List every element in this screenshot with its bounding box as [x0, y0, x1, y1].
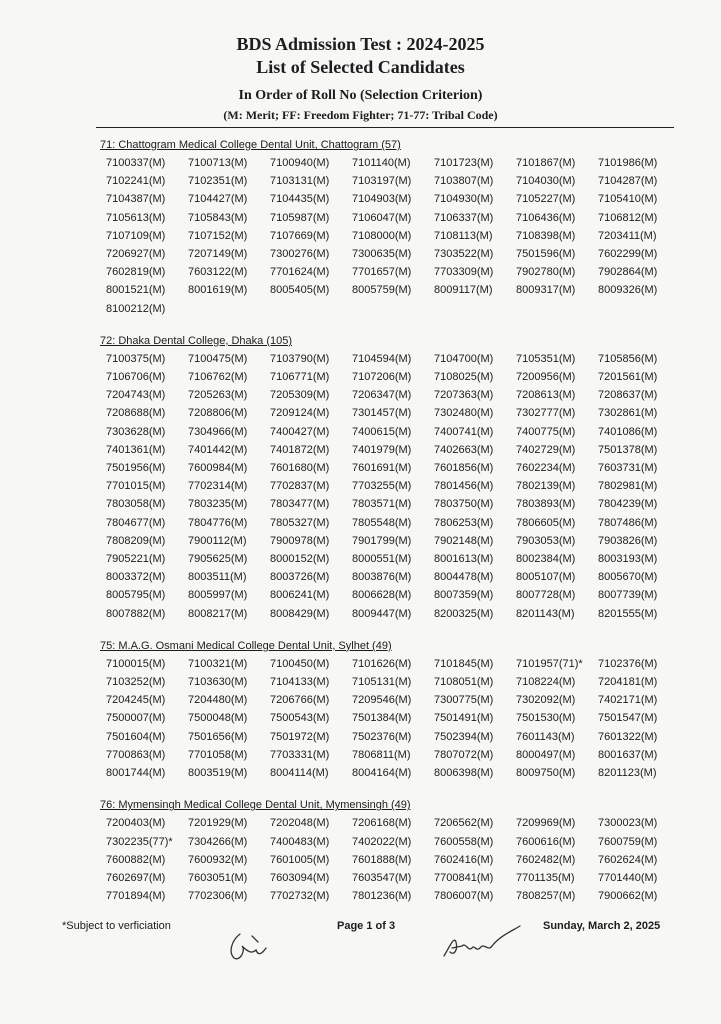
- roll-number: 7700841(M): [434, 871, 494, 884]
- roll-number: 7808209(M): [106, 534, 166, 547]
- roll-number: 7400741(M): [434, 425, 494, 438]
- roll-number: 7602234(M): [516, 462, 576, 475]
- roll-number: 7105987(M): [270, 211, 330, 224]
- roll-number: 8005759(M): [352, 284, 412, 297]
- roll-number: 7104594(M): [352, 352, 412, 365]
- roll-number: 8001619(M): [188, 284, 248, 297]
- college-section: [100, 639, 680, 782]
- roll-number: 7803477(M): [270, 498, 330, 511]
- roll-number: 7501378(M): [598, 443, 658, 456]
- roll-number: 7702732(M): [270, 890, 330, 903]
- roll-number: 7702306(M): [188, 890, 248, 903]
- roll-number: 8001637(M): [598, 748, 658, 761]
- roll-number: 8000497(M): [516, 748, 576, 761]
- roll-number: 7302777(M): [516, 407, 576, 420]
- roll-number: 7802981(M): [598, 480, 658, 493]
- roll-number: 8004114(M): [270, 767, 329, 780]
- roll-number: 7702837(M): [270, 480, 330, 493]
- code-legend: (M: Merit; FF: Freedom Fighter; 71-77: Tribal Code): [223, 108, 498, 122]
- roll-number: 8201555(M): [598, 607, 658, 620]
- roll-number: 7208613(M): [516, 389, 576, 402]
- page-number: Page 1 of 3: [337, 920, 396, 932]
- roll-number: 8004164(M): [352, 767, 412, 780]
- roll-number: 7101626(M): [352, 657, 412, 670]
- roll-number: 7601143(M): [516, 730, 575, 743]
- roll-number: 7204181(M): [598, 676, 658, 689]
- roll-number: 8009326(M): [598, 284, 658, 297]
- roll-number: 7106047(M): [352, 211, 412, 224]
- roll-number: 7103630(M): [188, 676, 248, 689]
- order-note: In Order of Roll No (Selection Criterion): [238, 88, 483, 103]
- roll-number: 7100713(M): [188, 157, 248, 169]
- roll-number: 7701058(M): [188, 748, 248, 761]
- roll-number: 7108051(M): [434, 676, 494, 689]
- roll-number: 7402729(M): [516, 443, 576, 456]
- roll-number: 7703255(M): [352, 480, 412, 493]
- roll-number: 7401872(M): [270, 443, 330, 456]
- roll-number: 8009317(M): [516, 284, 576, 297]
- roll-number: 8008429(M): [270, 607, 330, 620]
- roll-number: 7300276(M): [270, 248, 330, 261]
- roll-number: 7804776(M): [188, 516, 248, 529]
- roll-number: 7701440(M): [598, 871, 658, 884]
- roll-number: 7600882(M): [106, 853, 166, 866]
- roll-number: 7101845(M): [434, 657, 494, 670]
- roll-number: 7200403(M): [106, 817, 166, 830]
- roll-number: 7103807(M): [434, 175, 494, 188]
- roll-number: 7601691(M): [352, 462, 412, 475]
- roll-number: 7602624(M): [598, 853, 658, 866]
- roll-number: 8009750(M): [516, 767, 576, 780]
- college-section: [100, 334, 680, 623]
- roll-grid: [100, 814, 680, 905]
- roll-number: 7206927(M): [106, 248, 166, 261]
- roll-number: 8003372(M): [106, 571, 166, 584]
- roll-number: 7101986(M): [598, 157, 658, 169]
- roll-number: 7806605(M): [516, 516, 576, 529]
- roll-number: 7900978(M): [270, 534, 330, 547]
- roll-number: 7108000(M): [352, 229, 412, 242]
- roll-number: 7100475(M): [188, 352, 248, 365]
- roll-number: 8009117(M): [434, 284, 493, 297]
- roll-number: 8007728(M): [516, 589, 576, 602]
- roll-number: 7600558(M): [434, 835, 494, 848]
- roll-number: 8001744(M): [106, 767, 166, 780]
- roll-number: 7501491(M): [434, 712, 494, 725]
- roll-number: 7201561(M): [598, 371, 658, 384]
- header-divider: [96, 127, 674, 128]
- roll-number: 8001613(M): [434, 553, 494, 566]
- roll-number: 7601322(M): [598, 730, 658, 743]
- roll-number: 7104903(M): [352, 193, 412, 206]
- roll-number: 7501656(M): [188, 730, 248, 743]
- roll-number: 8007739(M): [598, 589, 658, 602]
- college-heading: 72: Dhaka Dental College, Dhaka (105): [100, 334, 293, 347]
- roll-number: 7803750(M): [434, 498, 494, 511]
- roll-number: 7400427(M): [270, 425, 330, 438]
- roll-number: 7302092(M): [516, 694, 576, 707]
- roll-number: 7104387(M): [106, 193, 166, 206]
- roll-number: 7107206(M): [352, 371, 412, 384]
- document-title: BDS Admission Test : 2024-2025: [236, 34, 485, 54]
- roll-number: 7105351(M): [516, 352, 576, 365]
- roll-number: 7805548(M): [352, 516, 412, 529]
- roll-grid: [100, 655, 680, 782]
- roll-number: 7106436(M): [516, 211, 576, 224]
- roll-number: 8201143(M): [516, 607, 575, 620]
- roll-number: 7101723(M): [434, 157, 494, 169]
- roll-number: 7302235(77)*: [106, 835, 173, 848]
- roll-number: 7105227(M): [516, 193, 576, 206]
- roll-number: 7103197(M): [352, 175, 412, 188]
- roll-number: 7702314(M): [188, 480, 248, 493]
- roll-number: 7303628(M): [106, 425, 166, 438]
- roll-number: 8005997(M): [188, 589, 248, 602]
- roll-number: 7108113(M): [434, 229, 493, 242]
- roll-number: 7209546(M): [352, 694, 412, 707]
- roll-number: 8003511(M): [188, 571, 247, 584]
- roll-number: 7803235(M): [188, 498, 248, 511]
- roll-number: 7104030(M): [516, 175, 576, 188]
- roll-number: 7108398(M): [516, 229, 576, 242]
- roll-number: 7803893(M): [516, 498, 576, 511]
- signature-left: [222, 928, 270, 968]
- roll-number: 7803571(M): [352, 498, 412, 511]
- roll-number: 8005405(M): [270, 284, 330, 297]
- roll-number: 7806007(M): [434, 890, 494, 903]
- roll-number: 7208806(M): [188, 407, 248, 420]
- roll-number: 7207363(M): [434, 389, 494, 402]
- roll-number: 7501530(M): [516, 712, 576, 725]
- roll-number: 7701894(M): [106, 890, 166, 903]
- roll-number: 7105856(M): [598, 352, 658, 365]
- document-header: [0, 32, 721, 123]
- roll-number: 7100015(M): [106, 657, 166, 670]
- roll-number: 7701135(M): [516, 871, 575, 884]
- roll-number: 7502376(M): [352, 730, 412, 743]
- roll-number: 7601888(M): [352, 853, 412, 866]
- roll-number: 8006398(M): [434, 767, 494, 780]
- signature-right: [440, 922, 524, 964]
- roll-number: 7104427(M): [188, 193, 248, 206]
- roll-number: 7208688(M): [106, 407, 166, 420]
- roll-number: 7105843(M): [188, 211, 248, 224]
- roll-number: 7902780(M): [516, 266, 576, 279]
- roll-grid: [100, 154, 680, 318]
- roll-number: 7601005(M): [270, 853, 330, 866]
- roll-number: 7108025(M): [434, 371, 494, 384]
- roll-number: 7204743(M): [106, 389, 166, 402]
- roll-number: 7303522(M): [434, 248, 494, 261]
- roll-number: 7103252(M): [106, 676, 166, 689]
- roll-number: 8005670(M): [598, 571, 658, 584]
- roll-number: 8001521(M): [106, 284, 166, 297]
- roll-number: 7603122(M): [188, 266, 248, 279]
- roll-number: 7401361(M): [106, 443, 166, 456]
- roll-number: 7501956(M): [106, 462, 166, 475]
- roll-number: 7106812(M): [598, 211, 658, 224]
- roll-number: 7701015(M): [106, 480, 166, 493]
- college-heading: 71: Chattogram Medical College Dental Unit, Chattogram (57): [100, 139, 401, 151]
- roll-number: 7701624(M): [270, 266, 330, 279]
- roll-number: 7102351(M): [188, 175, 248, 188]
- roll-number: 7400615(M): [352, 425, 412, 438]
- roll-number: 8201123(M): [598, 767, 657, 780]
- roll-number: 7300775(M): [434, 694, 494, 707]
- roll-number: 7602416(M): [434, 853, 494, 866]
- roll-number: 7302480(M): [434, 407, 494, 420]
- roll-number: 7703331(M): [270, 748, 330, 761]
- roll-number: 7200956(M): [516, 371, 576, 384]
- roll-number: 7103790(M): [270, 352, 330, 365]
- roll-number: 7103131(M): [270, 175, 330, 188]
- candidate-list: [100, 138, 680, 921]
- roll-number: 7600759(M): [598, 835, 658, 848]
- roll-number: 7601680(M): [270, 462, 330, 475]
- roll-number: 8007359(M): [434, 589, 494, 602]
- roll-number: 7806811(M): [352, 748, 411, 761]
- roll-number: 7107152(M): [188, 229, 248, 242]
- roll-number: 7101957(71)*: [516, 657, 583, 670]
- roll-number: 7603547(M): [352, 871, 412, 884]
- roll-number: 7304266(M): [188, 835, 248, 848]
- roll-number: 8006241(M): [270, 589, 330, 602]
- roll-number: 7102376(M): [598, 657, 658, 670]
- roll-number: 7102241(M): [106, 175, 166, 188]
- roll-number: 7402171(M): [598, 694, 658, 707]
- roll-number: 7100321(M): [188, 657, 248, 670]
- college-section: [100, 138, 680, 318]
- roll-number: 7902148(M): [434, 534, 494, 547]
- roll-number: 7500048(M): [188, 712, 248, 725]
- roll-number: 7202048(M): [270, 817, 330, 830]
- roll-number: 8006628(M): [352, 589, 412, 602]
- roll-number: 7207149(M): [188, 248, 248, 261]
- roll-number: 7208637(M): [598, 389, 658, 402]
- roll-number: 7502394(M): [434, 730, 494, 743]
- roll-number: 7205263(M): [188, 389, 248, 402]
- roll-number: 7901799(M): [352, 534, 412, 547]
- roll-number: 7300635(M): [352, 248, 412, 261]
- roll-number: 8003519(M): [188, 767, 248, 780]
- roll-number: 7101867(M): [516, 157, 576, 169]
- roll-number: 7501604(M): [106, 730, 166, 743]
- roll-number: 7501596(M): [516, 248, 576, 261]
- roll-number: 8200325(M): [434, 607, 494, 620]
- roll-number: 8000152(M): [270, 553, 330, 566]
- roll-number: 7106762(M): [188, 371, 248, 384]
- roll-number: 7808257(M): [516, 890, 576, 903]
- document-date: Sunday, March 2, 2025: [543, 920, 661, 932]
- roll-number: 7600932(M): [188, 853, 248, 866]
- roll-number: 7801456(M): [434, 480, 494, 493]
- roll-number: 7108224(M): [516, 676, 576, 689]
- roll-number: 7903053(M): [516, 534, 576, 547]
- roll-number: 7206766(M): [270, 694, 330, 707]
- roll-number: 8008217(M): [188, 607, 248, 620]
- roll-number: 7106337(M): [434, 211, 494, 224]
- roll-number: 7501547(M): [598, 712, 658, 725]
- roll-number: 7902864(M): [598, 266, 658, 279]
- document-subtitle: List of Selected Candidates: [256, 57, 465, 77]
- roll-number: 7602697(M): [106, 871, 166, 884]
- roll-number: 7905625(M): [188, 553, 248, 566]
- roll-number: 8004478(M): [434, 571, 494, 584]
- roll-number: 7900662(M): [598, 890, 658, 903]
- roll-number: 7204480(M): [188, 694, 248, 707]
- roll-number: 7400483(M): [270, 835, 330, 848]
- roll-number: 7104435(M): [270, 193, 330, 206]
- roll-number: 7600616(M): [516, 835, 576, 848]
- roll-number: 7804677(M): [106, 516, 166, 529]
- roll-number: 7900112(M): [188, 534, 247, 547]
- roll-number: 7603094(M): [270, 871, 330, 884]
- roll-number: 7204245(M): [106, 694, 166, 707]
- roll-number: 7105613(M): [106, 211, 166, 224]
- roll-number: 7803058(M): [106, 498, 166, 511]
- roll-number: 7601856(M): [434, 462, 494, 475]
- roll-number: 7402022(M): [352, 835, 412, 848]
- roll-number: 7500007(M): [106, 712, 166, 725]
- roll-number: 7105410(M): [598, 193, 658, 206]
- roll-number: 7104930(M): [434, 193, 494, 206]
- roll-number: 7104700(M): [434, 352, 494, 365]
- roll-number: 7603051(M): [188, 871, 248, 884]
- roll-number: 8007882(M): [106, 607, 166, 620]
- roll-number: 7100450(M): [270, 657, 330, 670]
- roll-number: 7501384(M): [352, 712, 412, 725]
- roll-number: 7401086(M): [598, 425, 658, 438]
- roll-number: 7801236(M): [352, 890, 412, 903]
- college-heading: 76: Mymensingh Medical College Dental Unit, Mymensingh (49): [100, 799, 411, 812]
- roll-number: 7602819(M): [106, 266, 166, 279]
- roll-number: 8003726(M): [270, 571, 330, 584]
- roll-number: 7106706(M): [106, 371, 166, 384]
- roll-number: 7302861(M): [598, 407, 658, 420]
- roll-number: 8002384(M): [516, 553, 576, 566]
- roll-number: 7600984(M): [188, 462, 248, 475]
- roll-number: 7602299(M): [598, 248, 658, 261]
- roll-number: 7401979(M): [352, 443, 412, 456]
- roll-number: 7106771(M): [270, 371, 330, 384]
- roll-number: 7209969(M): [516, 817, 576, 830]
- roll-number: 7500543(M): [270, 712, 330, 725]
- roll-number: 7905221(M): [106, 553, 166, 566]
- roll-number: 8100212(M): [106, 302, 166, 315]
- roll-number: 8009447(M): [352, 607, 412, 620]
- roll-number: 8005795(M): [106, 589, 166, 602]
- roll-number: 7205309(M): [270, 389, 330, 402]
- college-heading: 75: M.A.G. Osmani Medical College Dental Unit, Sylhet (49): [100, 639, 392, 652]
- roll-number: 8005107(M): [516, 571, 576, 584]
- roll-number: 7301457(M): [352, 407, 412, 420]
- roll-number: 7101140(M): [352, 157, 411, 169]
- roll-number: 7807486(M): [598, 516, 658, 529]
- roll-number: 7300023(M): [598, 817, 658, 830]
- roll-number: 7104133(M): [270, 676, 330, 689]
- roll-number: 7804239(M): [598, 498, 658, 511]
- roll-number: 7603731(M): [598, 462, 658, 475]
- roll-number: 7100375(M): [106, 352, 166, 365]
- roll-number: 7107669(M): [270, 229, 330, 242]
- roll-number: 7201929(M): [188, 817, 248, 830]
- roll-number: 7105131(M): [352, 676, 412, 689]
- roll-number: 7107109(M): [106, 229, 166, 242]
- roll-number: 7602482(M): [516, 853, 576, 866]
- roll-number: 7402663(M): [434, 443, 494, 456]
- roll-number: 8000551(M): [352, 553, 412, 566]
- roll-number: 7700863(M): [106, 748, 166, 761]
- roll-number: 7206347(M): [352, 389, 412, 402]
- roll-number: 7802139(M): [516, 480, 576, 493]
- roll-number: 7100337(M): [106, 157, 166, 169]
- roll-grid: [100, 350, 680, 623]
- roll-number: 8003193(M): [598, 553, 658, 566]
- college-section: [100, 798, 680, 905]
- roll-number: 7104287(M): [598, 175, 658, 188]
- roll-number: 7501972(M): [270, 730, 330, 743]
- roll-number: 7701657(M): [352, 266, 412, 279]
- roll-number: 7806253(M): [434, 516, 494, 529]
- roll-number: 7206562(M): [434, 817, 494, 830]
- roll-number: 7100940(M): [270, 157, 330, 169]
- roll-number: 7203411(M): [598, 229, 657, 242]
- roll-number: 7703309(M): [434, 266, 494, 279]
- roll-number: 7805327(M): [270, 516, 330, 529]
- roll-number: 7401442(M): [188, 443, 248, 456]
- roll-number: 7209124(M): [270, 407, 330, 420]
- roll-number: 7304966(M): [188, 425, 248, 438]
- roll-number: 7807072(M): [434, 748, 494, 761]
- roll-number: 7400775(M): [516, 425, 576, 438]
- verification-note: *Subject to verficiation: [62, 920, 171, 932]
- roll-number: 7903826(M): [598, 534, 658, 547]
- roll-number: 8003876(M): [352, 571, 412, 584]
- roll-number: 7206168(M): [352, 817, 412, 830]
